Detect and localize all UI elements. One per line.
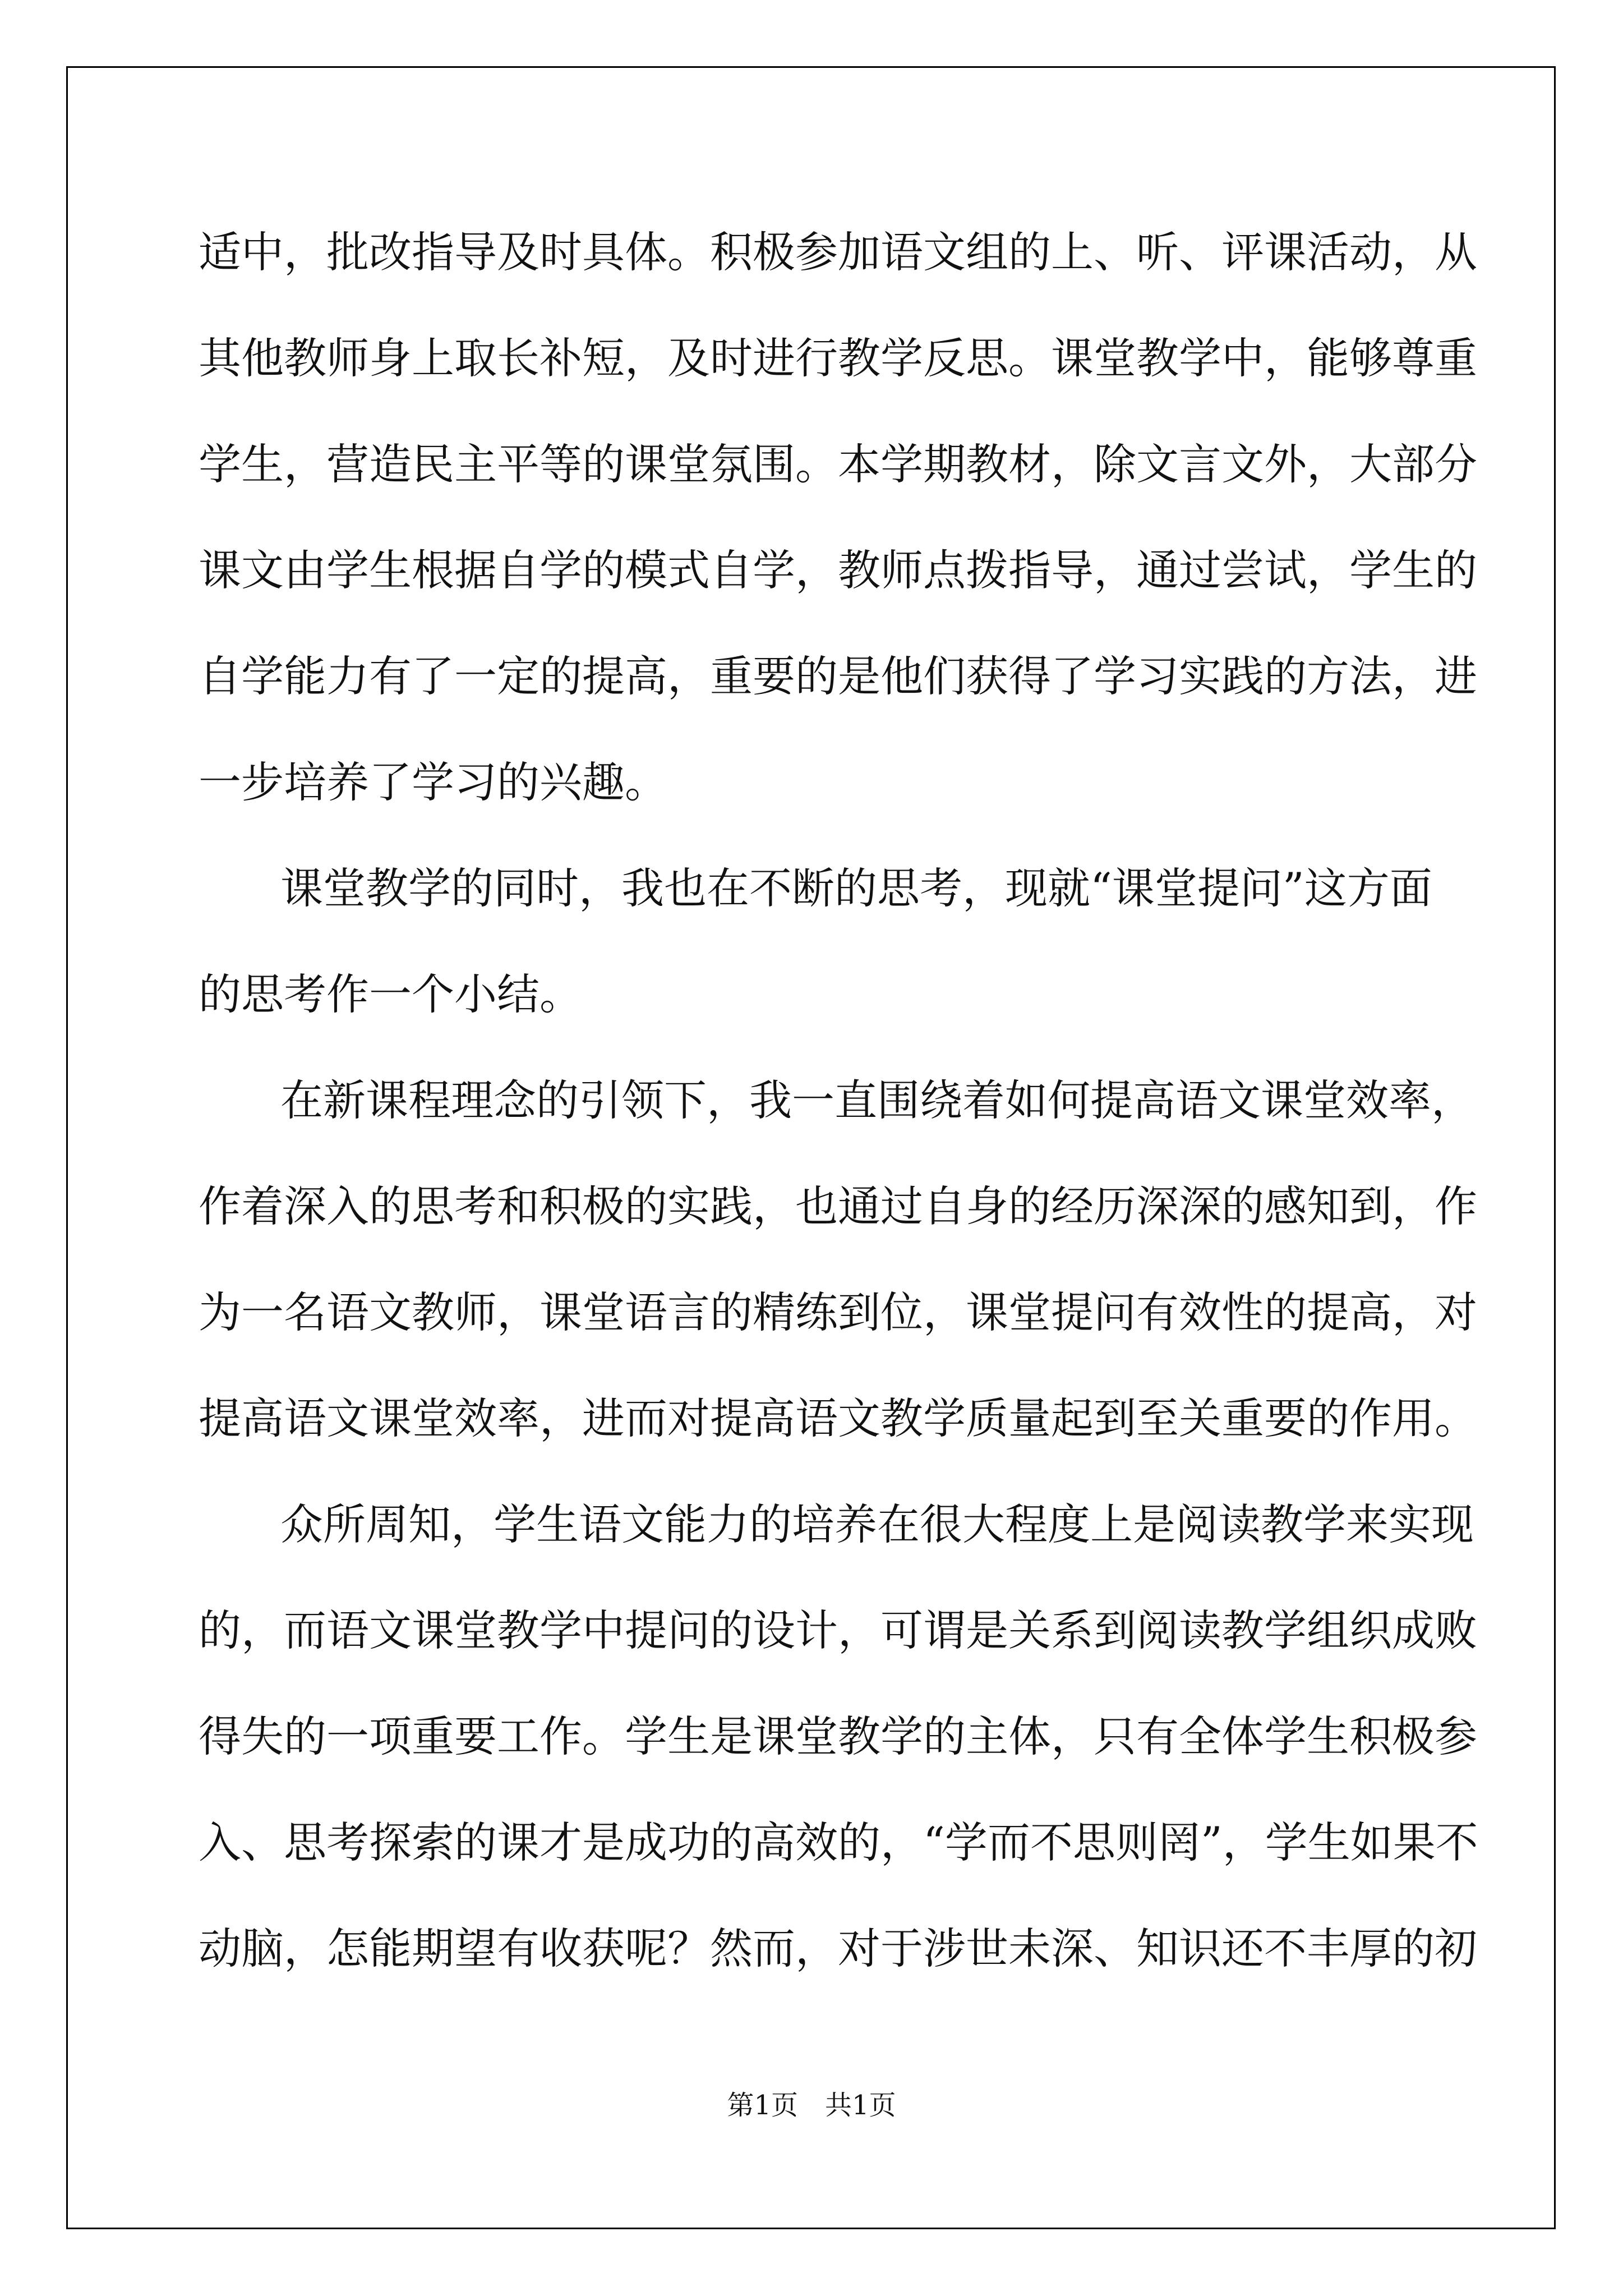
text-line: 入、思考探索的课才是成功的高效的，“学而不思则罔”，学生如果不 [199,1818,1478,1867]
text-line: 学生，营造民主平等的课堂氛围。本学期教材，除文言文外，大部分 [199,439,1477,489]
page-border [66,66,1556,2229]
paragraph-first-line: 众所周知，学生语文能力的培养在很大程度上是阅读教学来实现 [280,1499,1474,1549]
text-line: 课文由学生根据自学的模式自学，教师点拨指导，通过尝试，学生的 [199,545,1477,595]
text-line: 其他教师身上取长补短，及时进行教学反思。课堂教学中，能够尊重 [199,333,1477,383]
page-number-footer: 第1页 共1页 [727,2090,896,2121]
paragraph-first-line: 在新课程理念的引领下，我一直围绕着如何提高语文课堂效率， [280,1075,1474,1125]
text-line: 为一名语文教师，课堂语言的精练到位，课堂提问有效性的提高，对 [199,1287,1477,1337]
text-line: 提高语文课堂效率，进而对提高语文教学质量起到至关重要的作用。 [199,1393,1477,1443]
text-line: 的思考作一个小结。 [199,969,582,1019]
paragraph-first-line: 课堂教学的同时，我也在不断的思考，现就“课堂提问”这方面 [280,863,1432,913]
text-line: 适中，批改指导及时具体。积极参加语文组的上、听、评课活动，从 [199,227,1477,277]
text-line: 动脑，怎能期望有收获呢？然而，对于涉世未深、知识还不丰厚的初 [199,1924,1477,1973]
text-line: 得失的一项重要工作。学生是课堂教学的主体，只有全体学生积极参 [199,1711,1477,1761]
text-line: 自学能力有了一定的提高，重要的是他们获得了学习实践的方法，进 [199,651,1477,701]
text-line: 的，而语文课堂教学中提问的设计，可谓是关系到阅读教学组织成败 [199,1605,1477,1655]
text-line: 一步培养了学习的兴趣。 [199,757,667,807]
text-line: 作着深入的思考和积极的实践，也通过自身的经历深深的感知到，作 [199,1181,1477,1231]
